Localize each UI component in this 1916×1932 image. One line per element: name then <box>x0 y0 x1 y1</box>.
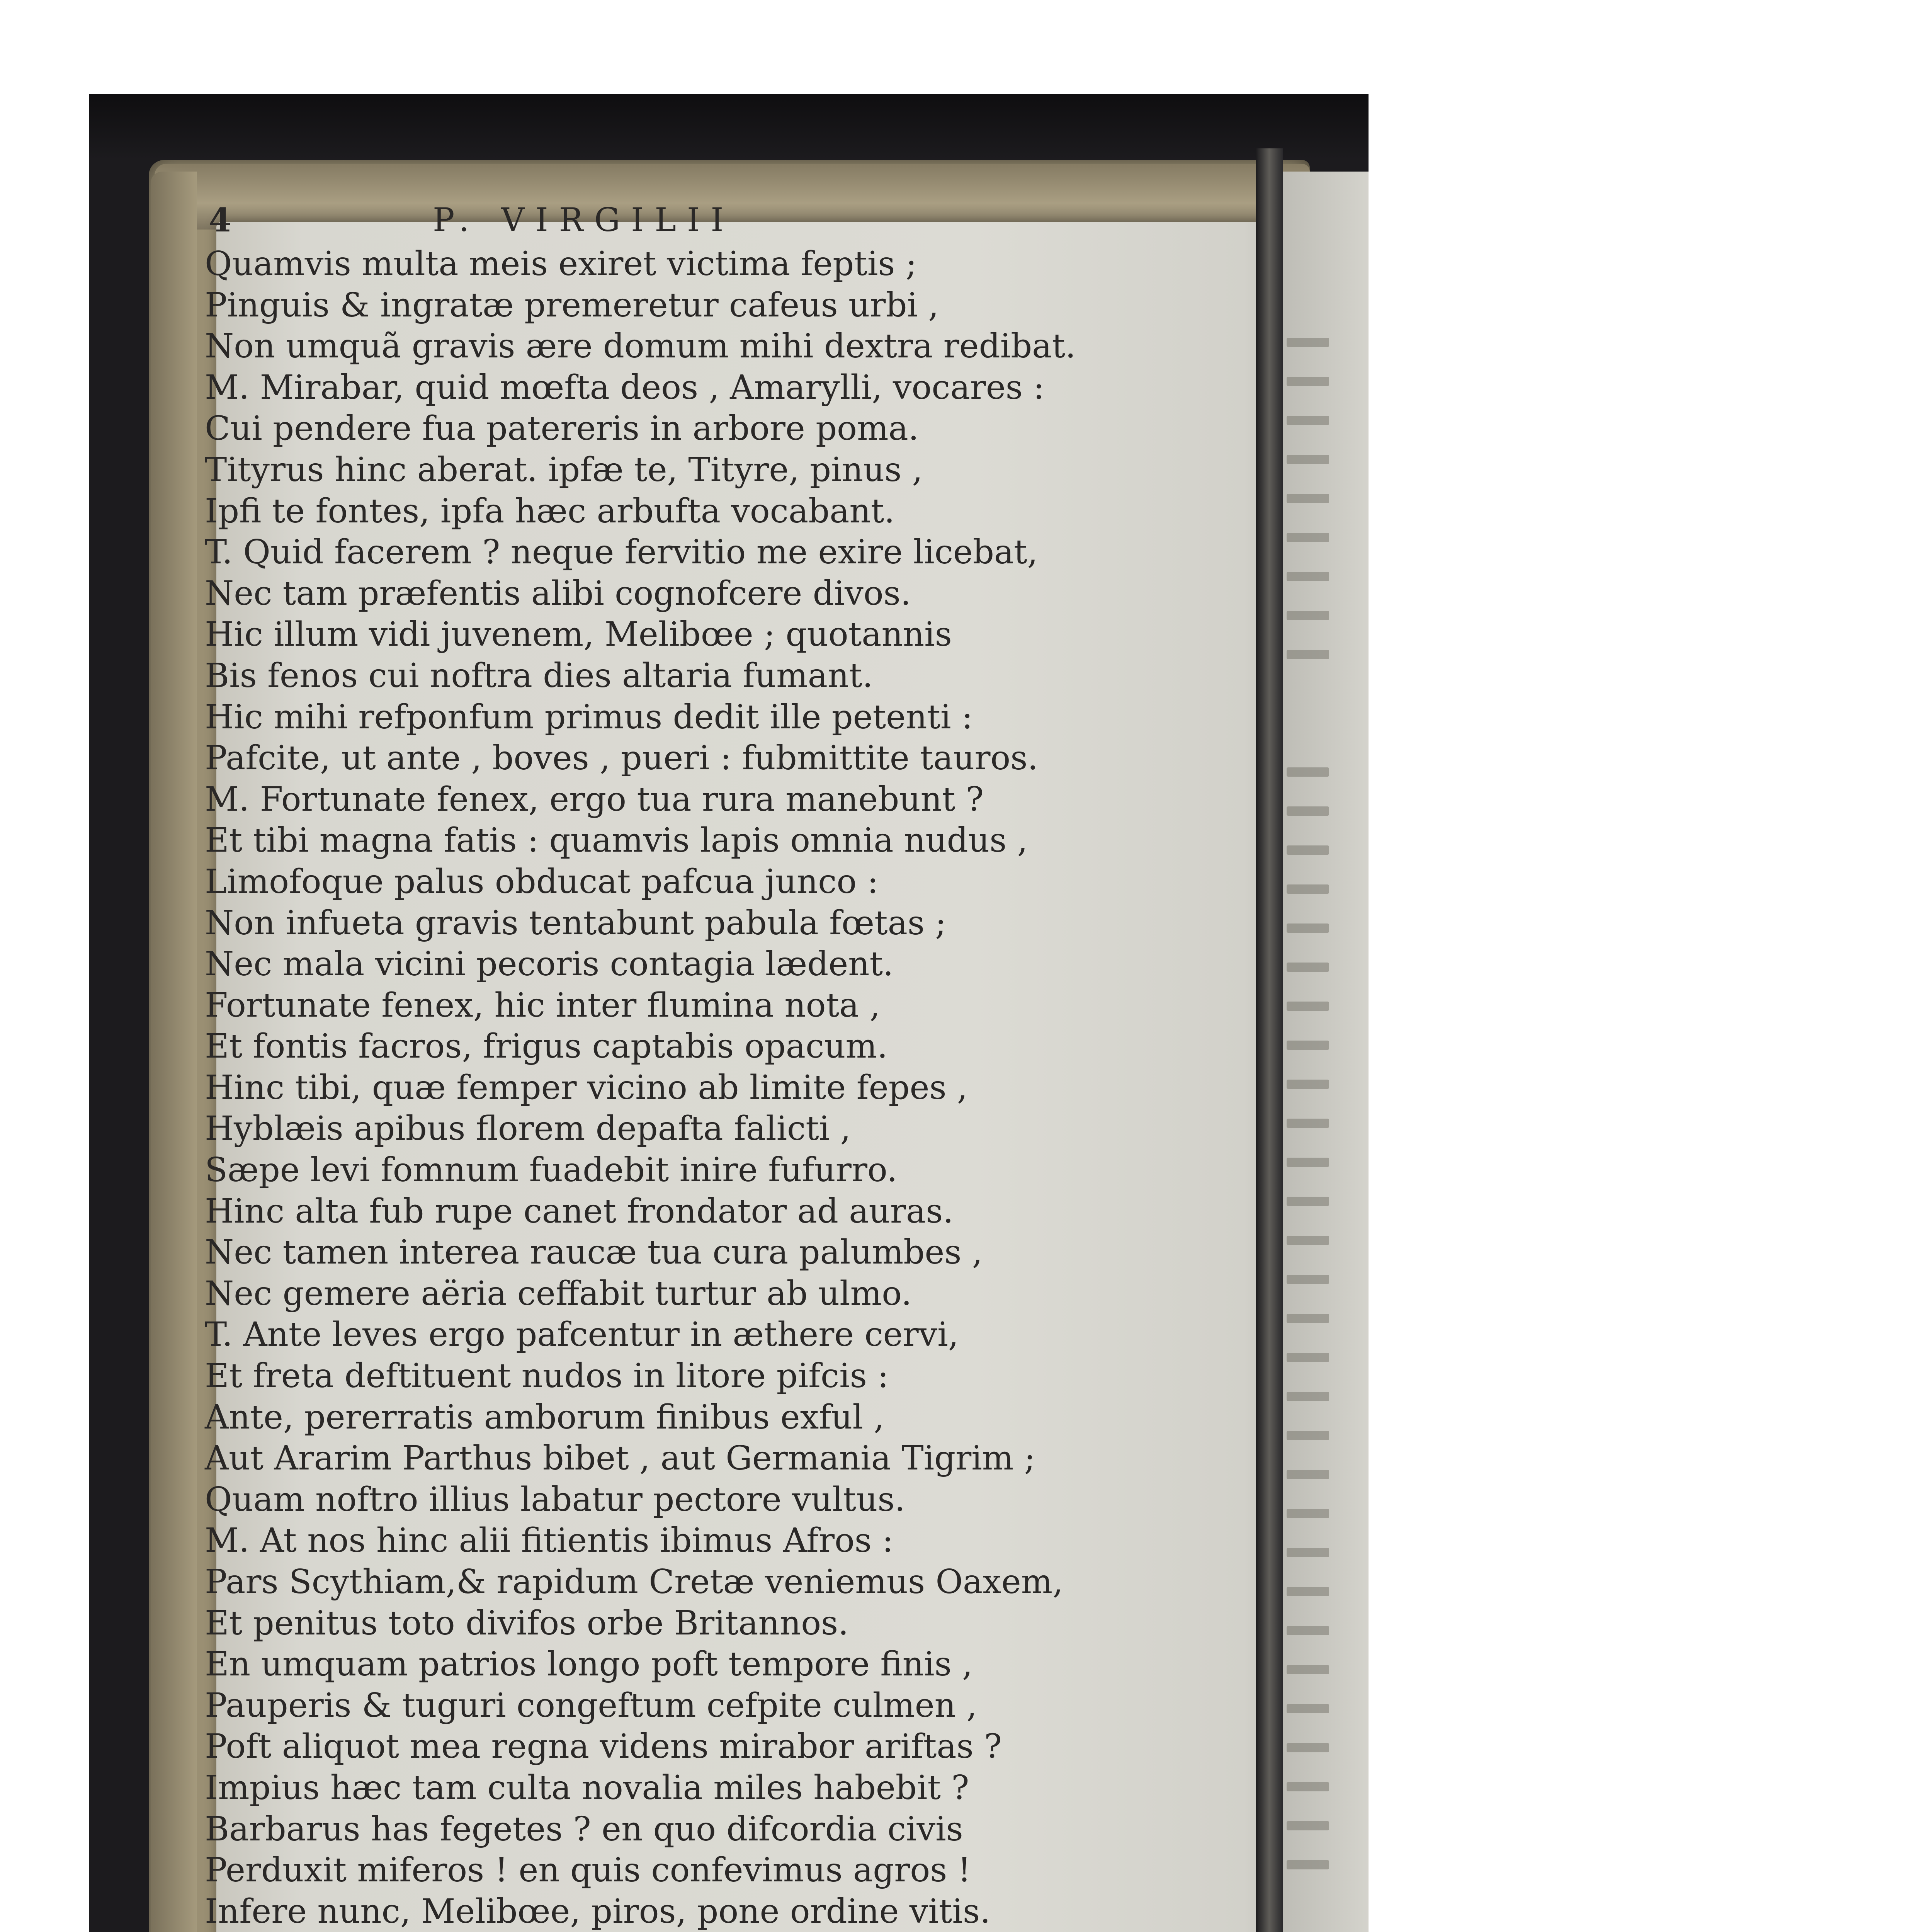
verse-line: Quamvis multa meis exiret victima feptis ; <box>205 245 917 283</box>
verse-line: Pinguis & ingratæ premeretur cafeus urbi , <box>205 286 939 325</box>
scan-background-shade <box>89 94 1369 160</box>
verse-line: M. Mirabar, quid mœfta deos , Amarylli, vocares : <box>205 368 1045 407</box>
verse-line: Non umquã gravis ære domum mihi dextra redibat. <box>205 327 1076 366</box>
verse-line: M. Fortunate fenex, ergo tua rura manebunt ? <box>205 780 984 819</box>
verse-line: T. Quid facerem ? neque fervitio me exire licebat, <box>205 533 1038 572</box>
verse-line: Barbarus has fegetes ? en quo difcordia civis <box>205 1810 963 1849</box>
verse-line: Hinc alta fub rupe canet frondator ad auras. <box>205 1192 954 1231</box>
cover-edge-left <box>151 172 197 1932</box>
verse-line: Perduxit miferos ! en quis confevimus agros ! <box>205 1851 971 1890</box>
running-head <box>205 201 1202 243</box>
verse-line: Nec gemere aëria ceffabit turtur ab ulmo. <box>205 1274 912 1313</box>
facing-page-text-fragments <box>1287 338 1364 1899</box>
verse-line: Nec tamen interea raucæ tua cura palumbes , <box>205 1233 983 1272</box>
verse-line: M. At nos hinc alii fitientis ibimus Afros : <box>205 1521 894 1560</box>
verse-line: Aut Ararim Parthus bibet , aut Germania Tigrim ; <box>205 1439 1035 1478</box>
verse-line: Et fontis facros, frigus captabis opacum. <box>205 1027 888 1066</box>
verse-line: Hic illum vidi juvenem, Melibœe ; quotannis <box>205 615 952 654</box>
running-title: P. VIRGILII <box>433 201 734 239</box>
book-gutter <box>1256 148 1283 1932</box>
verse-line: Ipfi te fontes, ipfa hæc arbufta vocabant. <box>205 492 895 531</box>
verse-line: Poft aliquot mea regna videns mirabor ariftas ? <box>205 1727 1002 1766</box>
verse-line: Tityrus hinc aberat. ipfæ te, Tityre, pinus , <box>205 450 923 489</box>
verse-line: Limofoque palus obducat pafcua junco : <box>205 862 879 901</box>
verse-block <box>205 243 1202 1932</box>
verse-line: Pafcite, ut ante , boves , pueri : fubmittite tauros. <box>205 739 1038 778</box>
verse-line: Fortunate fenex, hic inter flumina nota , <box>205 986 881 1025</box>
verse-line: Impius hæc tam culta novalia miles habebit ? <box>205 1768 969 1807</box>
verse-line: Hinc tibi, quæ femper vicino ab limite fepes , <box>205 1068 968 1107</box>
page-number: 4 <box>209 201 231 239</box>
verse-line: En umquam patrios longo poft tempore finis , <box>205 1645 973 1684</box>
verse-line: Et tibi magna fatis : quamvis lapis omnia nudus , <box>205 821 1028 860</box>
verse-line: T. Ante leves ergo pafcentur in æthere cervi, <box>205 1315 959 1354</box>
verse-line: Pars Scythiam,& rapidum Cretæ veniemus Oaxem, <box>205 1563 1063 1601</box>
verse-line: Bis fenos cui noftra dies altaria fumant. <box>205 656 873 695</box>
verse-line: Quam noftro illius labatur pectore vultus. <box>205 1480 905 1519</box>
verse-line: Nec mala vicini pecoris contagia lædent. <box>205 945 894 984</box>
verse-line: Et freta deftituent nudos in litore pifcis : <box>205 1357 889 1396</box>
verse-line: Cui pendere fua patereris in arbore poma. <box>205 409 919 448</box>
verse-line: Nec tam præfentis alibi cognofcere divos. <box>205 574 911 613</box>
verse-line: Infere nunc, Melibœe, piros, pone ordine vitis. <box>205 1892 991 1931</box>
verse-line: Non infueta gravis tentabunt pabula fœtas ; <box>205 903 947 942</box>
verse-line: Hic mihi refponfum primus dedit ille petenti : <box>205 697 973 736</box>
verse-line: Sæpe levi fomnum fuadebit inire fufurro. <box>205 1151 898 1190</box>
verse-line: Pauperis & tuguri congeftum cefpite culmen , <box>205 1686 977 1725</box>
verse-line: Ante, pererratis amborum finibus exful , <box>205 1398 884 1437</box>
verse-line: Et penitus toto divifos orbe Britannos. <box>205 1604 849 1643</box>
page-text <box>205 201 1202 1932</box>
verse-line: Hyblæis apibus florem depafta falicti , <box>205 1109 851 1148</box>
